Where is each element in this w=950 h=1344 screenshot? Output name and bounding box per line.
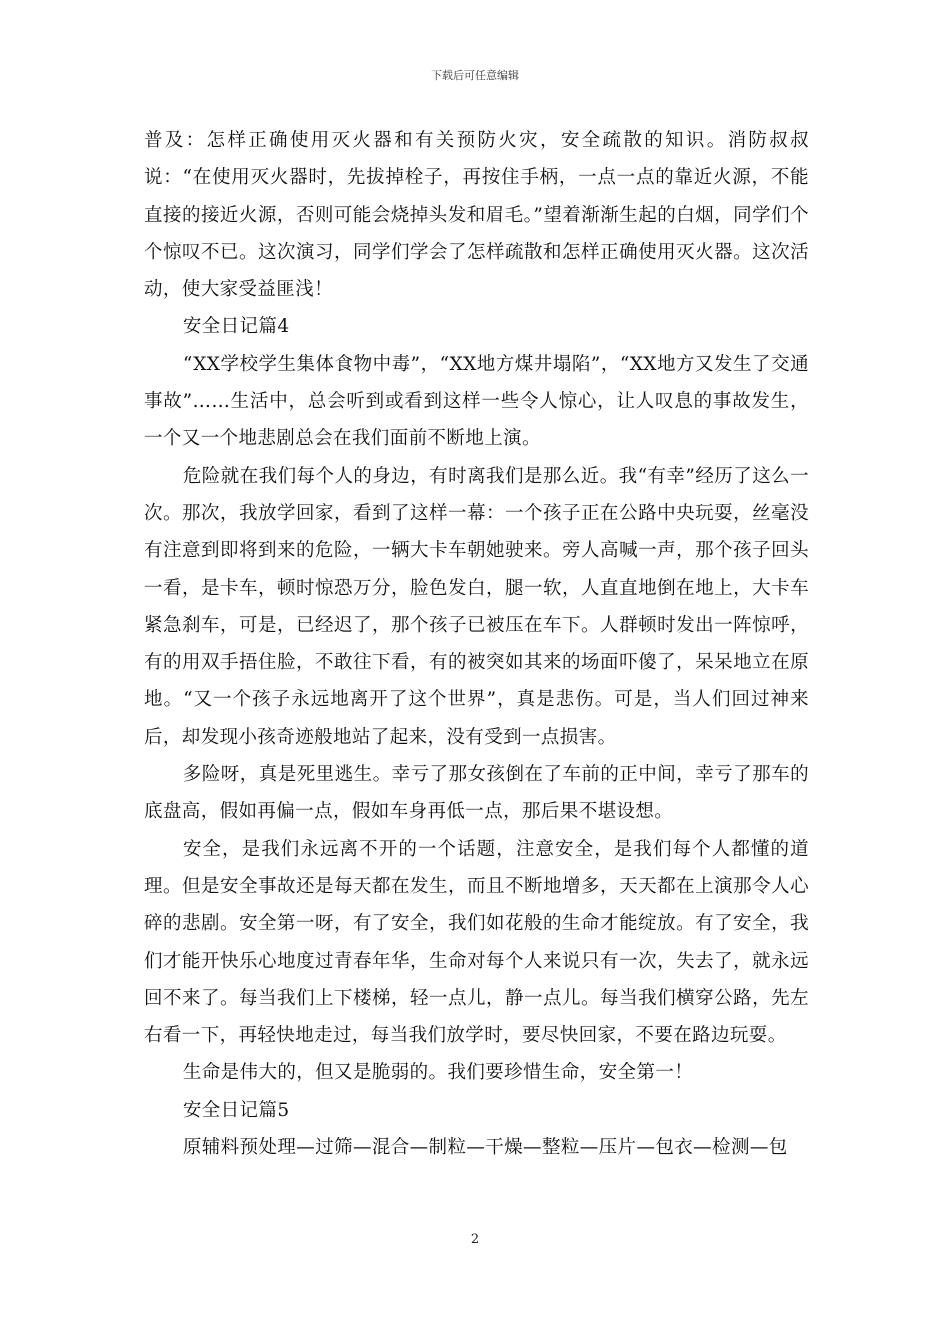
paragraph-safety-importance: 安全，是我们永远离不开的一个话题，注意安全，是我们每个人都懂的道理。但是安全事故还是每天都在发生，而且不断地增多，天天都在上演那令人心碎的悲剧。安全第一呀，有了安全，我们如花般的生命才能绽放。有了安全，我们才能开快乐心地度过青春年华，生命对每个人来说只有一次，失去了，就永远回不来了。每当我们上下楼梯，轻一点儿，静一点儿。每当我们横穿公路，先左右看一下，再轻快地走过，每当我们放学时，要尽快回家，不要在路边玩耍。 bbox=[144, 838, 809, 1047]
document-body bbox=[144, 122, 809, 1166]
paragraph-narrow-escape: 多险呀，真是死里逃生。幸亏了那女孩倒在了车前的正中间，幸亏了那车的底盘高，假如再偏一点，假如车身再低一点，那后果不堪设想。 bbox=[144, 764, 809, 823]
paragraph-cherish-life: 生命是伟大的，但又是脆弱的。我们要珍惜生命，安全第一！ bbox=[182, 1062, 694, 1084]
page-header: 下载后可任意编辑 bbox=[431, 69, 519, 82]
paragraph-fire-drill-continuation: 普及：怎样正确使用灭火器和有关预防火灾，安全疏散的知识。消防叔叔说：“在使用灭火器时，先拔掉栓子，再按住手柄，一点一点的靠近火源，不能直接的接近火源，否则可能会烧掉头发和眉毛。”望着渐渐生起的白烟，同学们个个惊叹不已。这次演习，同学们学会了怎样疏散和怎样正确使用灭火器。这次活动，使大家受益匪浅！ bbox=[144, 130, 809, 301]
section-heading-diary-4: 安全日记篇4 bbox=[182, 316, 290, 338]
section-heading-diary-5: 安全日记篇5 bbox=[182, 1099, 290, 1121]
paragraph-accident-news: “XX学校学生集体食物中毒”，“XX地方煤井塌陷”，“XX地方又发生了交通事故”……生活中，总会听到或看到这样一些令人惊心，让人叹息的事故发生，一个又一个地悲剧总会在我们面前不断地上演。 bbox=[144, 353, 809, 450]
paragraph-process-steps: 原辅料预处理—过筛—混合—制粒—干燥—整粒—压片—包衣—检测—包 bbox=[182, 1137, 788, 1159]
page-number: 2 bbox=[470, 1232, 480, 1247]
paragraph-truck-incident: 危险就在我们每个人的身边，有时离我们是那么近。我“有幸”经历了这么一次。那次，我放学回家，看到了这样一幕：一个孩子正在公路中央玩耍，丝毫没有注意到即将到来的危险，一辆大卡车朝她驶来。旁人高喊一声，那个孩子回头一看，是卡车，顿时惊恐万分，脸色发白，腿一软，人直直地倒在地上，大卡车紧急刹车，可是，已经迟了，那个孩子已被压在车下。人群顿时发出一阵惊呼，有的用双手捂住脸，不敢往下看，有的被突如其来的场面吓傻了，呆呆地立在原地。“又一个孩子永远地离开了这个世界”，真是悲伤。可是，当人们回过神来后，却发现小孩奇迹般地站了起来，没有受到一点损害。 bbox=[144, 465, 809, 748]
